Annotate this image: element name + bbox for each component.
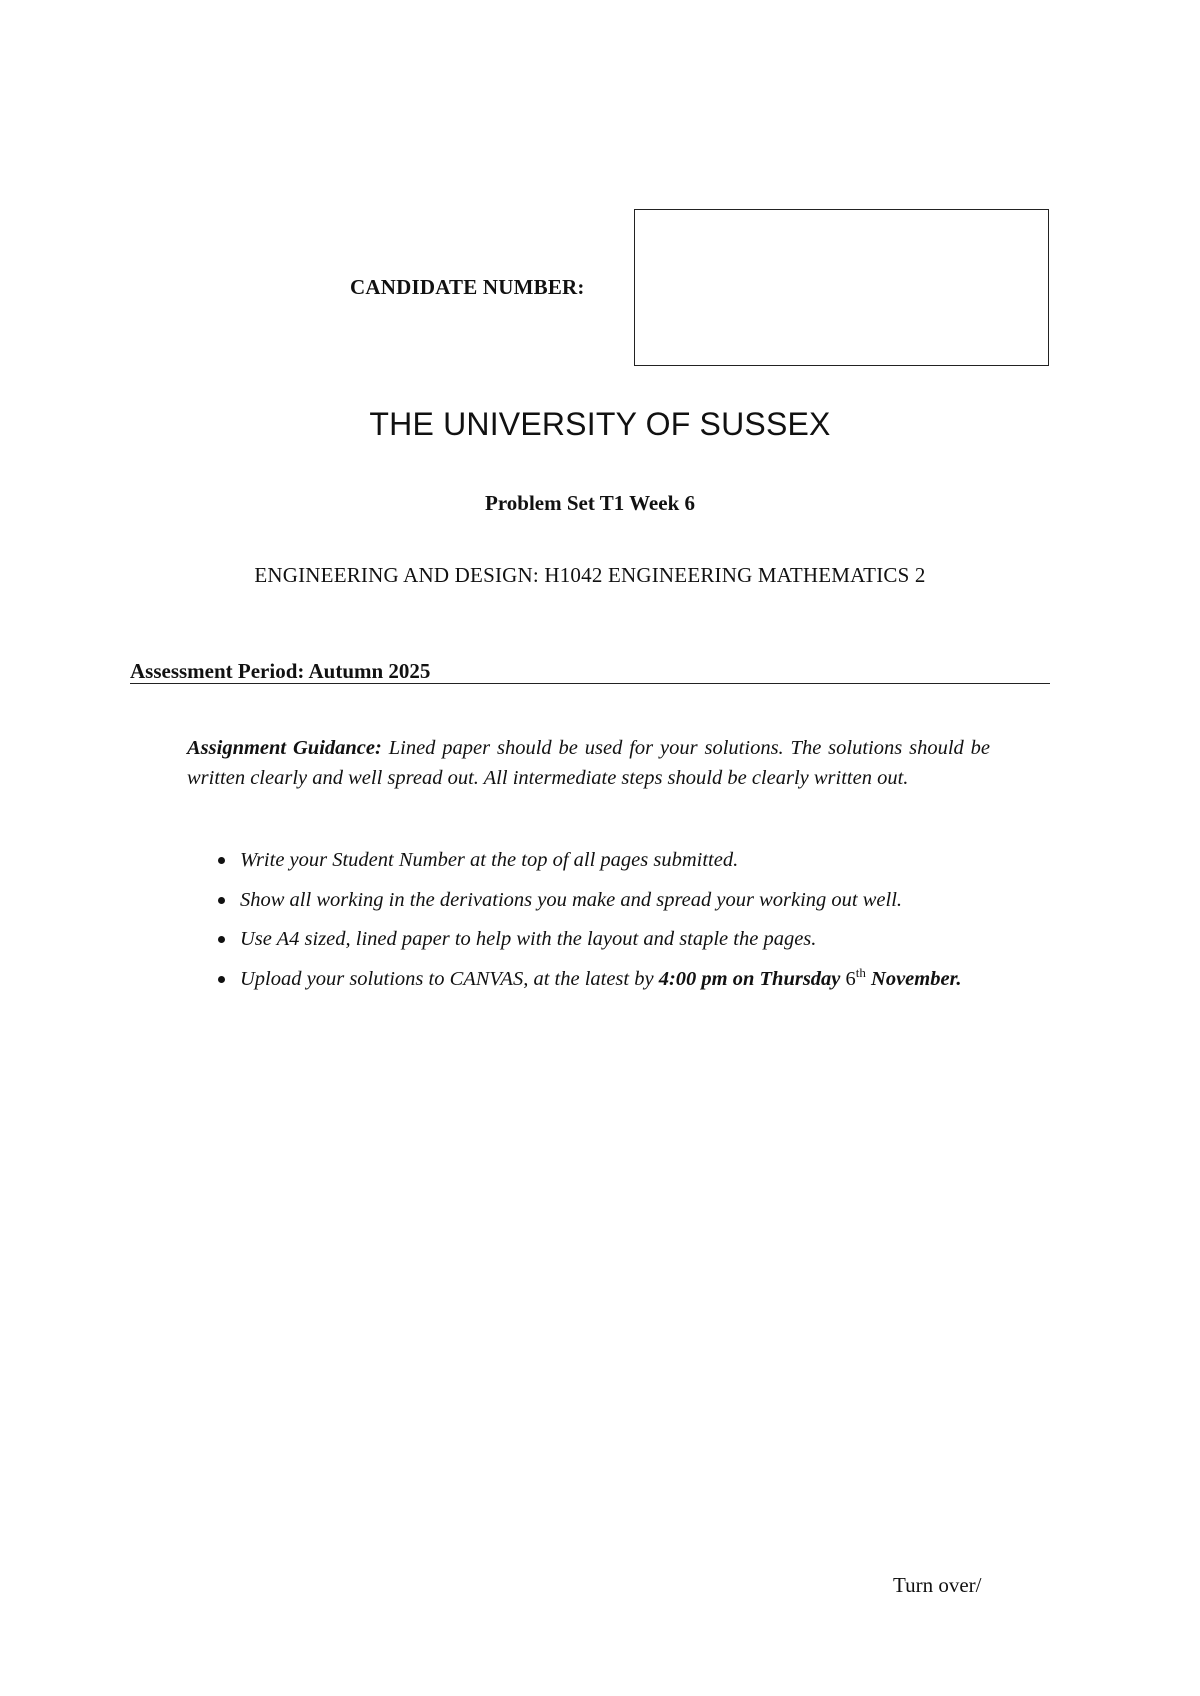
divider-rule	[130, 683, 1050, 684]
list-item	[187, 886, 990, 916]
candidate-number-label: CANDIDATE NUMBER:	[350, 275, 585, 299]
problem-set-title: Problem Set T1 Week 6	[485, 491, 695, 515]
deadline-day: 6	[845, 967, 856, 990]
instruction-upload: Upload your solutions to CANVAS, at the latest by	[240, 967, 654, 990]
instruction-show-working: Show all working in the derivations you make and spread your working out well.	[240, 888, 903, 911]
list-item	[187, 925, 990, 955]
instruction-paper: Use A4 sized, lined paper to help with the layout and staple the pages.	[240, 928, 817, 950]
deadline-month: November.	[871, 967, 962, 990]
guidance-text: Lined paper should be used for your solutions. The solutions should be written clearly and well spread out. All intermediate steps should be clearly written out.	[187, 737, 990, 789]
assessment-period: Assessment Period: Autumn 2025	[130, 659, 431, 683]
module-title: ENGINEERING AND DESIGN: H1042 ENGINEERING MATHEMATICS 2	[254, 563, 926, 587]
guidance-lead: Assignment Guidance:	[187, 737, 382, 759]
bullet-icon	[218, 936, 225, 943]
list-item	[187, 846, 990, 876]
turn-over-note: Turn over/	[893, 1573, 982, 1597]
bullet-icon	[218, 857, 225, 864]
bullet-icon	[218, 897, 225, 904]
deadline-day-suffix: th	[855, 964, 866, 980]
list-item	[187, 965, 990, 995]
deadline-time: 4:00 pm on Thursday	[658, 967, 841, 990]
candidate-number-box[interactable]	[634, 209, 1049, 366]
instructions-list	[187, 846, 990, 1004]
bullet-icon	[218, 976, 225, 983]
university-title: THE UNIVERSITY OF SUSSEX	[369, 406, 831, 442]
instruction-student-number: Write your Student Number at the top of all pages submitted.	[240, 849, 739, 871]
assignment-guidance	[187, 734, 990, 793]
